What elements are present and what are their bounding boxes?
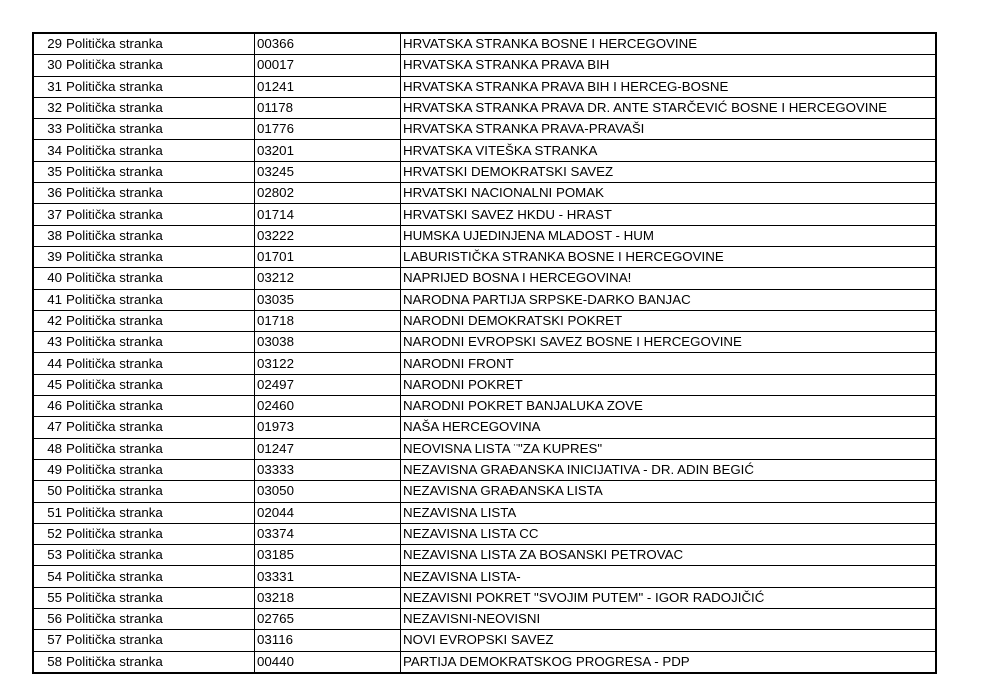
registration-code: 03222 [255, 225, 401, 246]
entity-type: Politička stranka [64, 161, 255, 182]
registration-code: 03374 [255, 523, 401, 544]
registration-code: 03331 [255, 566, 401, 587]
party-name: NARODNI FRONT [401, 353, 937, 374]
table-row [33, 502, 936, 523]
registration-code: 02802 [255, 183, 401, 204]
table-row [33, 481, 936, 502]
party-name: NAŠA HERCEGOVINA [401, 417, 937, 438]
table-row [33, 76, 936, 97]
entity-type: Politička stranka [64, 502, 255, 523]
table-row [33, 417, 936, 438]
table-body [33, 33, 936, 673]
table-row [33, 459, 936, 480]
party-name: NARODNI POKRET [401, 374, 937, 395]
row-number: 56 [33, 609, 64, 630]
entity-type: Politička stranka [64, 289, 255, 310]
registration-code: 03038 [255, 332, 401, 353]
entity-type: Politička stranka [64, 396, 255, 417]
entity-type: Politička stranka [64, 204, 255, 225]
row-number: 47 [33, 417, 64, 438]
entity-type: Politička stranka [64, 97, 255, 118]
entity-type: Politička stranka [64, 268, 255, 289]
party-name: NEOVISNA LISTA ¨"ZA KUPRES" [401, 438, 937, 459]
entity-type: Politička stranka [64, 417, 255, 438]
registration-code: 03116 [255, 630, 401, 651]
registration-code: 00440 [255, 651, 401, 673]
row-number: 29 [33, 33, 64, 55]
row-number: 34 [33, 140, 64, 161]
row-number: 38 [33, 225, 64, 246]
entity-type: Politička stranka [64, 246, 255, 267]
party-name: NARODNI EVROPSKI SAVEZ BOSNE I HERCEGOVINE [401, 332, 937, 353]
row-number: 49 [33, 459, 64, 480]
entity-type: Politička stranka [64, 523, 255, 544]
registration-code: 02765 [255, 609, 401, 630]
table-row [33, 630, 936, 651]
entity-type: Politička stranka [64, 310, 255, 331]
party-name: NEZAVISNA LISTA [401, 502, 937, 523]
party-name: HRVATSKI SAVEZ HKDU - HRAST [401, 204, 937, 225]
row-number: 36 [33, 183, 64, 204]
table-row [33, 353, 936, 374]
entity-type: Politička stranka [64, 459, 255, 480]
party-register-table [32, 32, 937, 674]
registration-code: 02044 [255, 502, 401, 523]
registration-code: 01178 [255, 97, 401, 118]
entity-type: Politička stranka [64, 651, 255, 673]
row-number: 31 [33, 76, 64, 97]
registration-code: 03245 [255, 161, 401, 182]
row-number: 58 [33, 651, 64, 673]
table-row [33, 523, 936, 544]
registration-code: 01247 [255, 438, 401, 459]
table-row [33, 587, 936, 608]
registration-code: 01718 [255, 310, 401, 331]
entity-type: Politička stranka [64, 140, 255, 161]
party-name: HRVATSKI NACIONALNI POMAK [401, 183, 937, 204]
entity-type: Politička stranka [64, 332, 255, 353]
row-number: 48 [33, 438, 64, 459]
row-number: 54 [33, 566, 64, 587]
party-name: HRVATSKA STRANKA PRAVA BIH I HERCEG-BOSNE [401, 76, 937, 97]
registration-code: 03218 [255, 587, 401, 608]
table-row [33, 55, 936, 76]
registration-code: 01973 [255, 417, 401, 438]
party-name: HUMSKA UJEDINJENA MLADOST - HUM [401, 225, 937, 246]
entity-type: Politička stranka [64, 630, 255, 651]
party-name: NEZAVISNA LISTA- [401, 566, 937, 587]
entity-type: Politička stranka [64, 119, 255, 140]
row-number: 43 [33, 332, 64, 353]
entity-type: Politička stranka [64, 55, 255, 76]
row-number: 55 [33, 587, 64, 608]
party-name: HRVATSKA VITEŠKA STRANKA [401, 140, 937, 161]
row-number: 42 [33, 310, 64, 331]
registration-code: 02497 [255, 374, 401, 395]
registration-code: 02460 [255, 396, 401, 417]
table-row [33, 289, 936, 310]
party-name: NEZAVISNA LISTA CC [401, 523, 937, 544]
row-number: 57 [33, 630, 64, 651]
table-row [33, 651, 936, 673]
row-number: 50 [33, 481, 64, 502]
row-number: 37 [33, 204, 64, 225]
party-name: NAPRIJED BOSNA I HERCEGOVINA! [401, 268, 937, 289]
registration-code: 03122 [255, 353, 401, 374]
table-row [33, 332, 936, 353]
registration-code: 03201 [255, 140, 401, 161]
party-name: NEZAVISNA LISTA ZA BOSANSKI PETROVAC [401, 545, 937, 566]
row-number: 41 [33, 289, 64, 310]
party-name: HRVATSKA STRANKA PRAVA BIH [401, 55, 937, 76]
party-name: NEZAVISNA GRAĐANSKA LISTA [401, 481, 937, 502]
row-number: 30 [33, 55, 64, 76]
party-name: NEZAVISNA GRAĐANSKA INICIJATIVA - DR. ADIN BEGIĆ [401, 459, 937, 480]
table-row [33, 225, 936, 246]
row-number: 44 [33, 353, 64, 374]
entity-type: Politička stranka [64, 76, 255, 97]
entity-type: Politička stranka [64, 481, 255, 502]
row-number: 32 [33, 97, 64, 118]
entity-type: Politička stranka [64, 587, 255, 608]
row-number: 40 [33, 268, 64, 289]
entity-type: Politička stranka [64, 545, 255, 566]
party-name: NOVI EVROPSKI SAVEZ [401, 630, 937, 651]
row-number: 52 [33, 523, 64, 544]
party-name: PARTIJA DEMOKRATSKOG PROGRESA - PDP [401, 651, 937, 673]
table-row [33, 609, 936, 630]
table-row [33, 140, 936, 161]
row-number: 35 [33, 161, 64, 182]
table-row [33, 545, 936, 566]
table-row [33, 183, 936, 204]
table-row [33, 438, 936, 459]
registration-code: 01701 [255, 246, 401, 267]
entity-type: Politička stranka [64, 374, 255, 395]
table-row [33, 268, 936, 289]
row-number: 39 [33, 246, 64, 267]
party-name: HRVATSKI DEMOKRATSKI SAVEZ [401, 161, 937, 182]
registration-code: 03050 [255, 481, 401, 502]
registration-code: 00017 [255, 55, 401, 76]
registration-code: 03333 [255, 459, 401, 480]
row-number: 53 [33, 545, 64, 566]
registration-code: 01776 [255, 119, 401, 140]
entity-type: Politička stranka [64, 353, 255, 374]
table-row [33, 33, 936, 55]
party-name: HRVATSKA STRANKA PRAVA DR. ANTE STARČEVIĆ BOSNE I HERCEGOVINE [401, 97, 937, 118]
registration-code: 03035 [255, 289, 401, 310]
table-row [33, 204, 936, 225]
registration-code: 00366 [255, 33, 401, 55]
party-name: NEZAVISNI-NEOVISNI [401, 609, 937, 630]
party-name: LABURISTIČKA STRANKA BOSNE I HERCEGOVINE [401, 246, 937, 267]
entity-type: Politička stranka [64, 33, 255, 55]
table-row [33, 396, 936, 417]
table-row [33, 374, 936, 395]
registration-code: 03185 [255, 545, 401, 566]
table-row [33, 246, 936, 267]
row-number: 45 [33, 374, 64, 395]
registration-code: 01714 [255, 204, 401, 225]
table-row [33, 310, 936, 331]
entity-type: Politička stranka [64, 183, 255, 204]
registration-code: 03212 [255, 268, 401, 289]
party-name: HRVATSKA STRANKA BOSNE I HERCEGOVINE [401, 33, 937, 55]
party-name: NARODNA PARTIJA SRPSKE-DARKO BANJAC [401, 289, 937, 310]
registration-code: 01241 [255, 76, 401, 97]
row-number: 33 [33, 119, 64, 140]
party-name: HRVATSKA STRANKA PRAVA-PRAVAŠI [401, 119, 937, 140]
table-row [33, 119, 936, 140]
entity-type: Politička stranka [64, 566, 255, 587]
party-name: NEZAVISNI POKRET "SVOJIM PUTEM" - IGOR RADOJIČIĆ [401, 587, 937, 608]
document-page [32, 32, 937, 674]
party-name: NARODNI DEMOKRATSKI POKRET [401, 310, 937, 331]
entity-type: Politička stranka [64, 609, 255, 630]
table-row [33, 97, 936, 118]
entity-type: Politička stranka [64, 225, 255, 246]
table-row [33, 566, 936, 587]
row-number: 51 [33, 502, 64, 523]
table-row [33, 161, 936, 182]
entity-type: Politička stranka [64, 438, 255, 459]
row-number: 46 [33, 396, 64, 417]
party-name: NARODNI POKRET BANJALUKA ZOVE [401, 396, 937, 417]
